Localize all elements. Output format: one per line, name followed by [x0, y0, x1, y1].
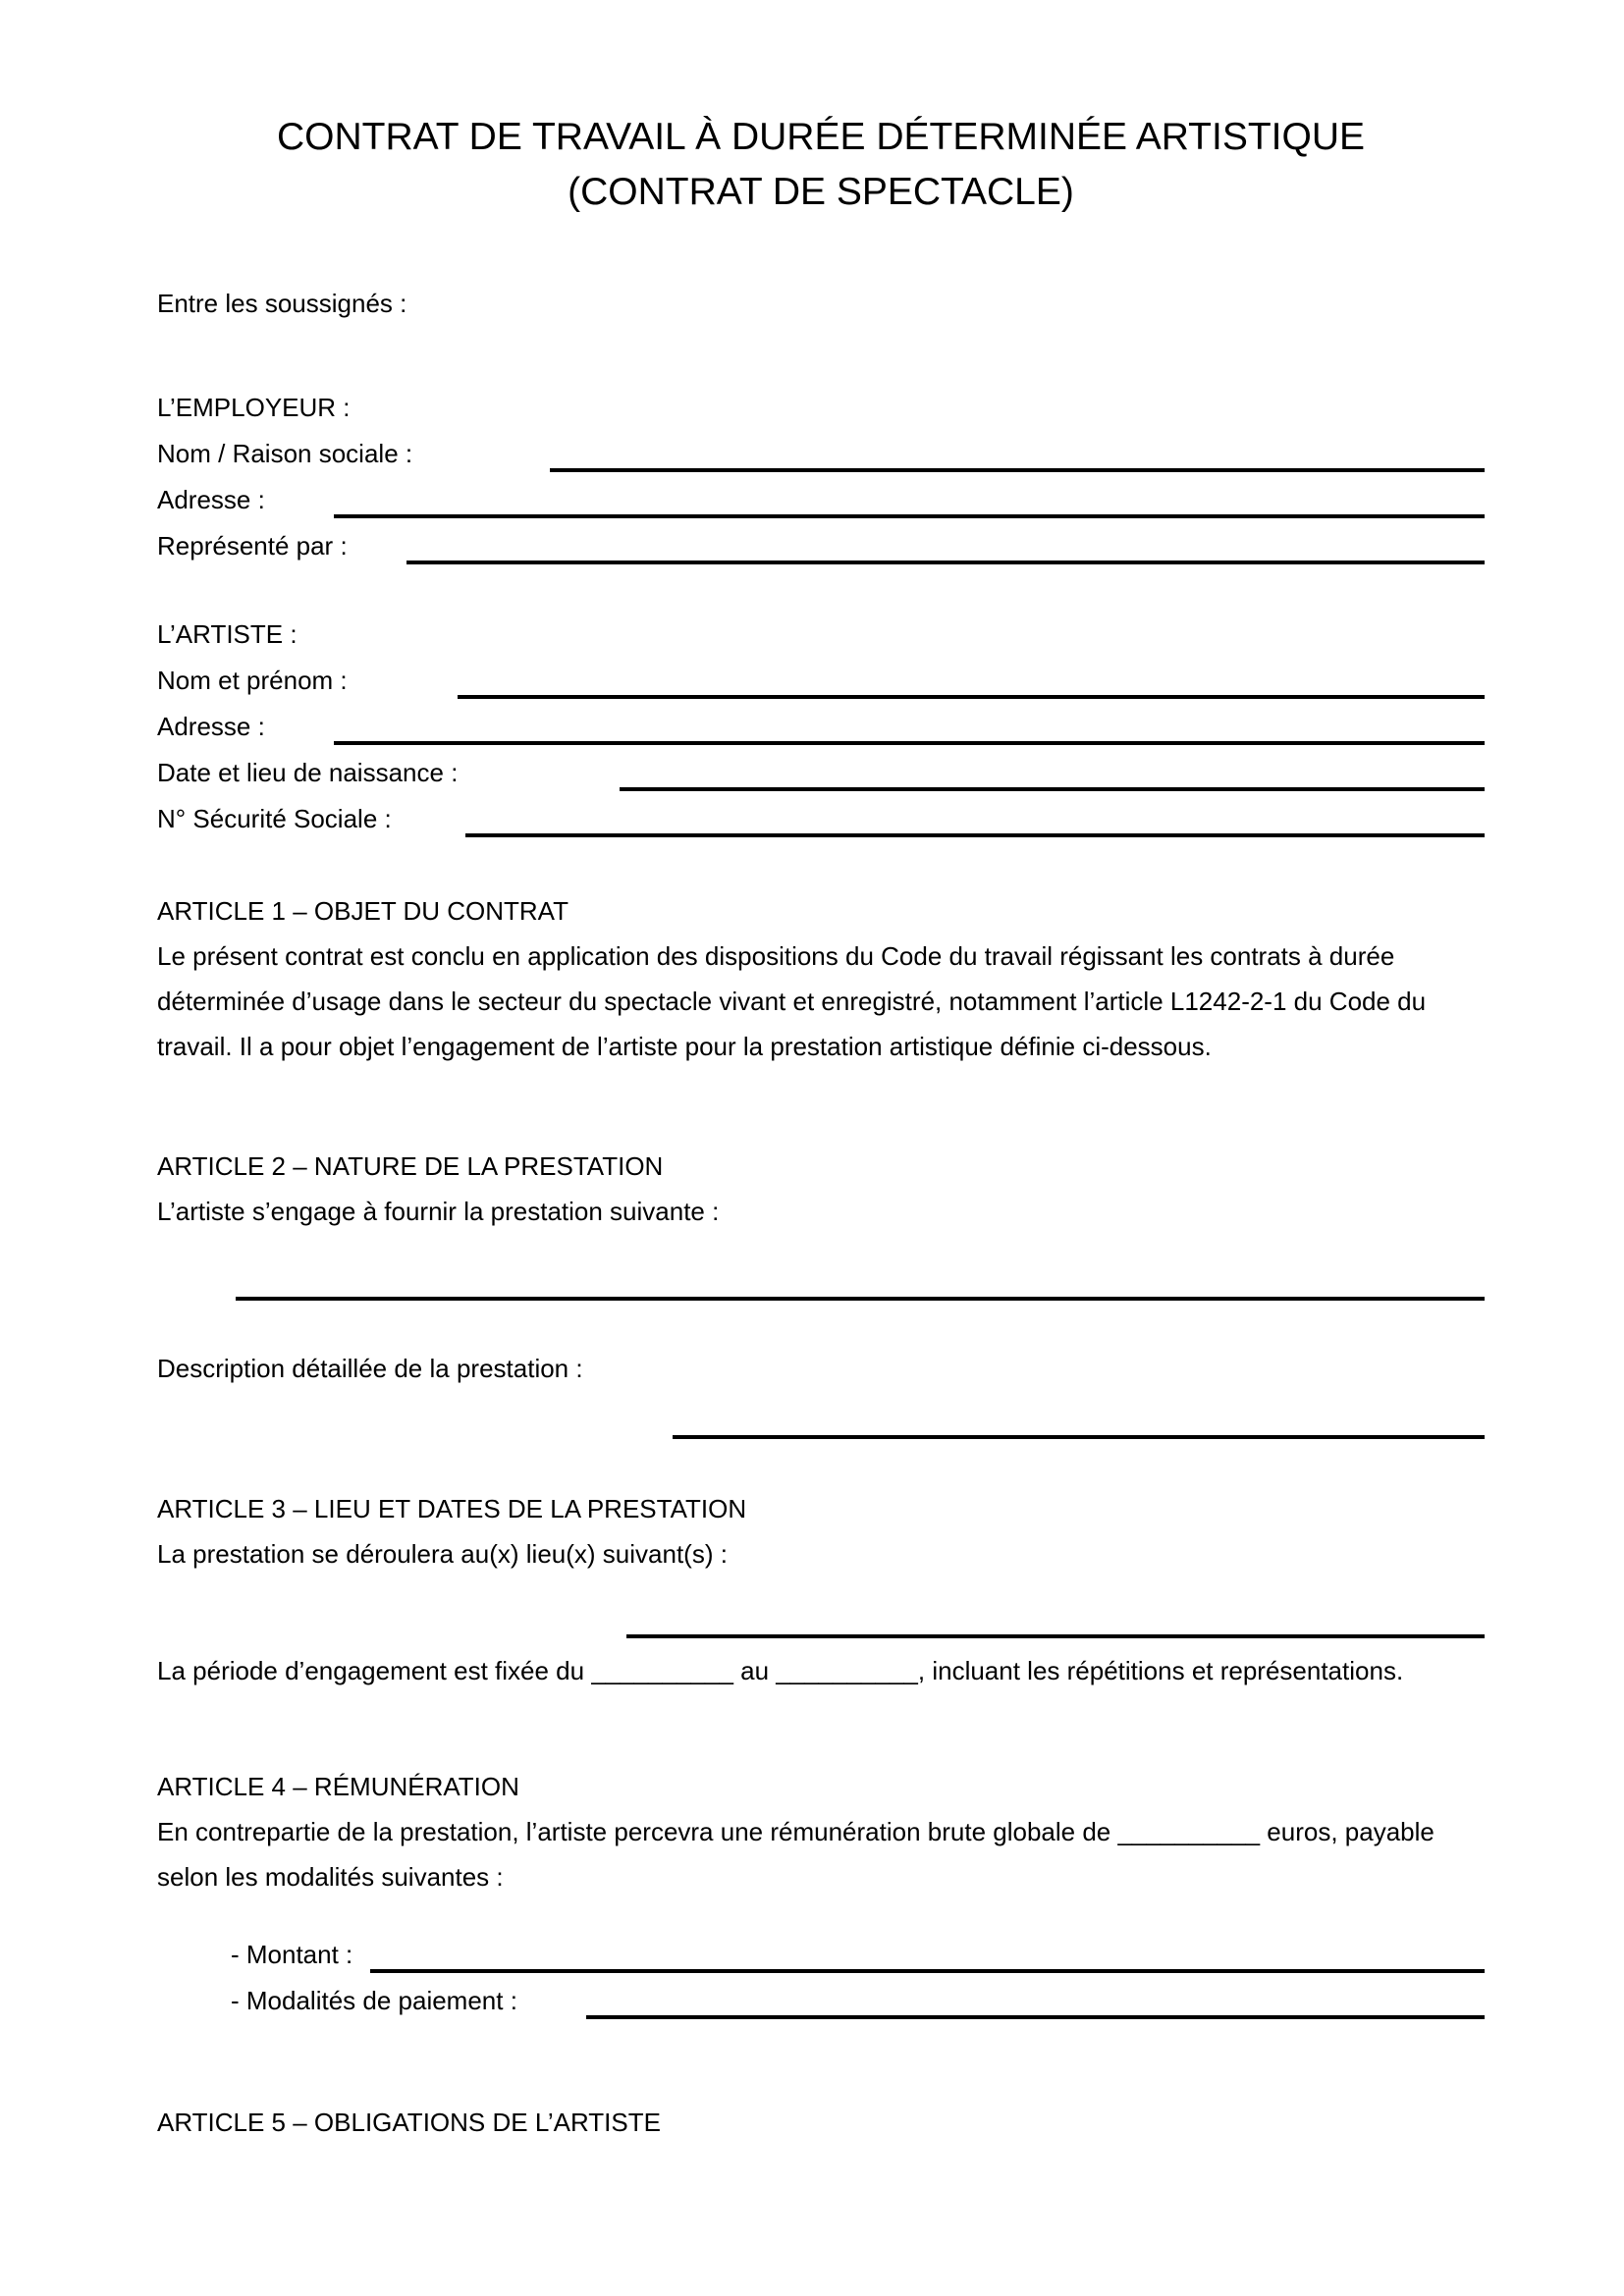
article-5-heading: ARTICLE 5 – OBLIGATIONS DE L’ARTISTE — [157, 2108, 661, 2137]
article-3-heading: ARTICLE 3 – LIEU ET DATES DE LA PRESTATION — [157, 1494, 747, 1523]
fill-in-line — [620, 787, 1485, 791]
field-label: Nom / Raison sociale : — [157, 439, 413, 468]
field-label: N° Sécurité Sociale : — [157, 804, 392, 833]
article-1-body: Le présent contrat est conclu en application des dispositions du Code du travail régissant les contrats à durée déterminée d’usage dans le secteur du spectacle vivant et enregistré, notamment l’article L1242-2-1 du Code du travail. Il a pour objet l’engagement de l’artiste pour la prestation artistique définie ci-dessous. — [157, 941, 1427, 1061]
field-label: Date et lieu de naissance : — [157, 758, 459, 787]
field-row-artist-ssn — [157, 795, 1485, 841]
article-2-intro: L’artiste s’engage à fournir la prestation suivante : — [157, 1197, 720, 1226]
field-label: Adresse : — [157, 712, 265, 741]
field-label: - Montant : — [231, 1940, 353, 1969]
document-title — [157, 0, 1485, 220]
field-label: Représenté par : — [157, 531, 348, 561]
field-row-employer-address — [157, 476, 1485, 522]
intro-text: Entre les soussignés : — [157, 289, 407, 318]
article-4-body: En contrepartie de la prestation, l’artiste percevra une rémunération brute globale de __________ euros, payable selon les modalités suivantes : — [157, 1817, 1435, 1892]
fill-in-line — [586, 2015, 1485, 2019]
field-row-artist-birth — [157, 749, 1485, 795]
fill-in-line — [370, 1969, 1485, 1973]
article-3-intro: La prestation se déroulera au(x) lieu(x) suivant(s) : — [157, 1539, 728, 1569]
field-label: Nom et prénom : — [157, 666, 348, 695]
field-row-amount — [157, 1931, 1485, 1977]
document-title-line2: (CONTRAT DE SPECTACLE) — [568, 171, 1074, 213]
fill-in-line — [406, 561, 1485, 564]
article-2-heading: ARTICLE 2 – NATURE DE LA PRESTATION — [157, 1151, 664, 1181]
fill-in-line — [334, 514, 1485, 518]
field-row-employer-name — [157, 430, 1485, 476]
article-1-heading: ARTICLE 1 – OBJET DU CONTRAT — [157, 896, 568, 926]
fill-in-line — [334, 741, 1485, 745]
field-row-employer-representative — [157, 522, 1485, 568]
document-title-line1: CONTRAT DE TRAVAIL À DURÉE DÉTERMINÉE ARTISTIQUE — [276, 116, 1366, 158]
fill-in-line — [673, 1435, 1485, 1439]
field-row-artist-name — [157, 657, 1485, 703]
artist-heading: L’ARTISTE : — [157, 619, 298, 649]
fill-in-line — [458, 695, 1485, 699]
field-label: - Modalités de paiement : — [231, 1986, 517, 2015]
article-2-description-label: Description détaillée de la prestation : — [157, 1354, 583, 1383]
fill-in-line — [626, 1634, 1485, 1638]
field-label: Adresse : — [157, 485, 265, 514]
fill-in-line — [236, 1297, 1485, 1301]
field-row-payment-terms — [157, 1977, 1485, 2023]
article-4-heading: ARTICLE 4 – RÉMUNÉRATION — [157, 1772, 519, 1801]
article-3-period-text: La période d’engagement est fixée du __________ au __________, incluant les répétitions et représentations. — [157, 1656, 1404, 1685]
employer-heading: L’EMPLOYEUR : — [157, 393, 351, 422]
field-row-artist-address — [157, 703, 1485, 749]
fill-in-line — [550, 468, 1485, 472]
fill-in-line — [465, 833, 1485, 837]
